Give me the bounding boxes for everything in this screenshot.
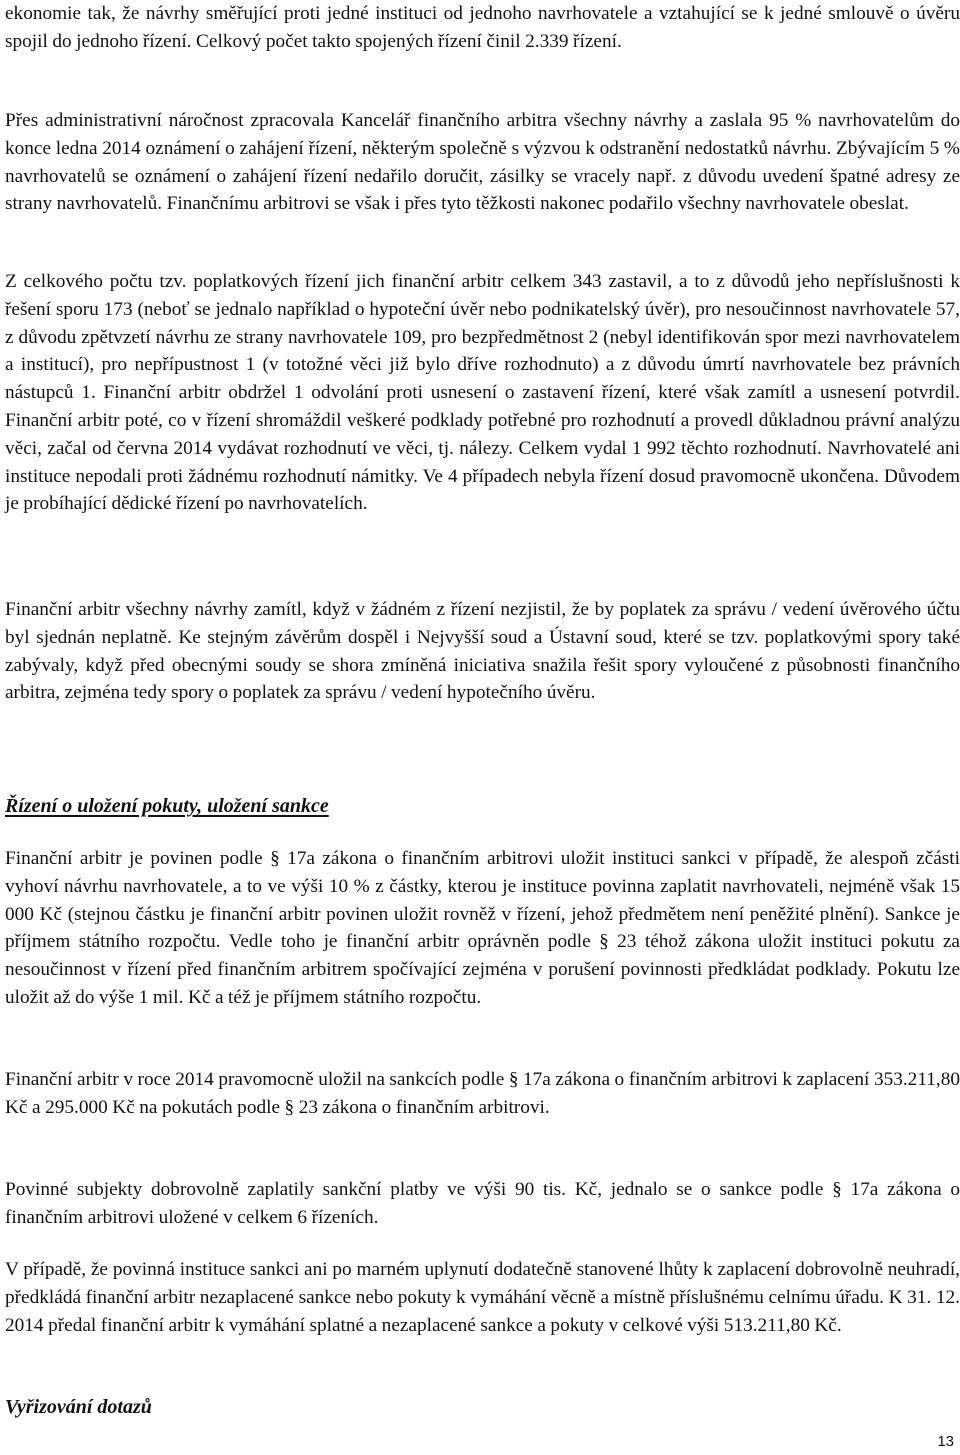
paragraph-voluntary-payments: Povinné subjekty dobrovolně zaplatily sankční platby ve výši 90 tis. Kč, jednalo se o sankce podle § 17a zákona o finančním arbitrovi uložené v celkem 6 řízeních. <box>5 1179 960 1228</box>
section-heading-inquiries: Vyřizování dotazů <box>5 1396 152 1418</box>
paragraph-notifications: Přes administrativní náročnost zpracovala Kancelář finančního arbitra všechny návrhy a zaslala 95 % navrhovatelům do konce ledna 2014 oznámení o zahájení řízení, některým společně s výzvou k odstranění nedostatků návrhu. Zbývajícím 5 % navrhovatelů se oznámení o zahájení řízení nedařilo doručit, zásilky se vracely např. z důvodu uvedení špatné adresy ze strany navrhovatelů. Finančnímu arbitrovi se však i přes tyto těžkosti nakonec podařilo všechny navrhovatele obeslat. <box>5 110 960 215</box>
paragraph-sanctions-2014: Finanční arbitr v roce 2014 pravomocně uložil na sankcích podle § 17a zákona o finančním arbitrovi k zaplacení 353.211,80 Kč a 295.000 Kč na pokutách podle § 23 zákona o finančním arbitrovi. <box>5 1069 960 1118</box>
page-number: 13 <box>937 1433 954 1450</box>
paragraph-sanction-duty: Finanční arbitr je povinen podle § 17a zákona o finančním arbitrovi uložit instituci sankci v případě, že alespoň zčásti vyhoví návrhu navrhovatele, a to ve výši 10 % z částky, kterou je instituce povinna zaplatit navrhovateli, nejméně však 15 000 Kč (stejnou částku je finanční arbitr povinen uložit rovněž v řízení, jehož předmětem není peněžité plnění). Sankce je příjmem státního rozpočtu. Vedle toho je finanční arbitr oprávněn podle § 23 téhož zákona uložit instituci pokutu za nesoučinnost v řízení před finančním arbitrem spočívající zejména v porušení povinnosti předkládat podklady. Pokutu lze uložit až do výše 1 mil. Kč a též je příjmem státního rozpočtu. <box>5 848 960 1008</box>
paragraph-rejection: Finanční arbitr všechny návrhy zamítl, když v žádném z řízení nezjistil, že by poplatek za správu / vedení úvěrového účtu byl sjednán neplatně. Ke stejným závěrům dospěl i Nejvyšší soud a Ústavní soud, které se tzv. poplatkovými spory také zabývaly, když před obecnými soudy se shora zmíněná iniciativa snažila řešit spory vyloučené z působnosti finančního arbitra, zejména tedy spory o poplatek za správu / vedení hypotečního úvěru. <box>5 599 960 704</box>
section-heading-fines: Řízení o uložení pokuty, uložení sankce <box>5 795 329 817</box>
paragraph-enforcement: V případě, že povinná instituce sankci ani po marném uplynutí dodatečně stanovené lhůty k zaplacení dobrovolně neuhradí, předkládá finanční arbitr nezaplacené sankce nebo pokuty k vymáhání věcně a místně příslušnému celnímu úřadu. K 31. 12. 2014 předal finanční arbitr k vymáhání splatné a nezaplacené sankce a pokuty v celkové výši 513.211,80 Kč. <box>5 1259 960 1336</box>
paragraph-consolidation: ekonomie tak, že návrhy směřující proti jedné instituci od jednoho navrhovatele a vztahující se k jedné smlouvě o úvěru spojil do jednoho řízení. Celkový počet takto spojených řízení činil 2.339 řízení. <box>5 3 960 52</box>
paragraph-proceedings-stats: Z celkového počtu tzv. poplatkových řízení jich finanční arbitr celkem 343 zastavil, a to z důvodů jeho nepříslušnosti k řešení sporu 173 (neboť se jednalo například o hypoteční úvěr nebo podnikatelský úvěr), pro nesoučinnost navrhovatele 57, z důvodu zpětvzetí návrhu ze strany navrhovatele 109, pro bezpředmětnost 2 (nebyl identifikován spor mezi navrhovatelem a institucí), pro nepřípustnost 1 (v totožné věci již bylo dříve rozhodnuto) a z důvodu úmrtí navrhovatele bez právních nástupců 1. Finanční arbitr obdržel 1 odvolání proti usnesení o zastavení řízení, které však zamítl a usnesení potvrdil. Finanční arbitr poté, co v řízení shromáždil veškeré podklady potřebné pro rozhodnutí a provedl důkladnou právní analýzu věci, začal od června 2014 vydávat rozhodnutí ve věci, tj. nálezy. Celkem vydal 1 992 těchto rozhodnutí. Navrhovatelé ani instituce nepodali proti žádnému rozhodnutí námitky. Ve 4 případech nebyla řízení dosud pravomocně ukončena. Důvodem je probíhající dědické řízení po navrhovatelích. <box>5 271 960 515</box>
